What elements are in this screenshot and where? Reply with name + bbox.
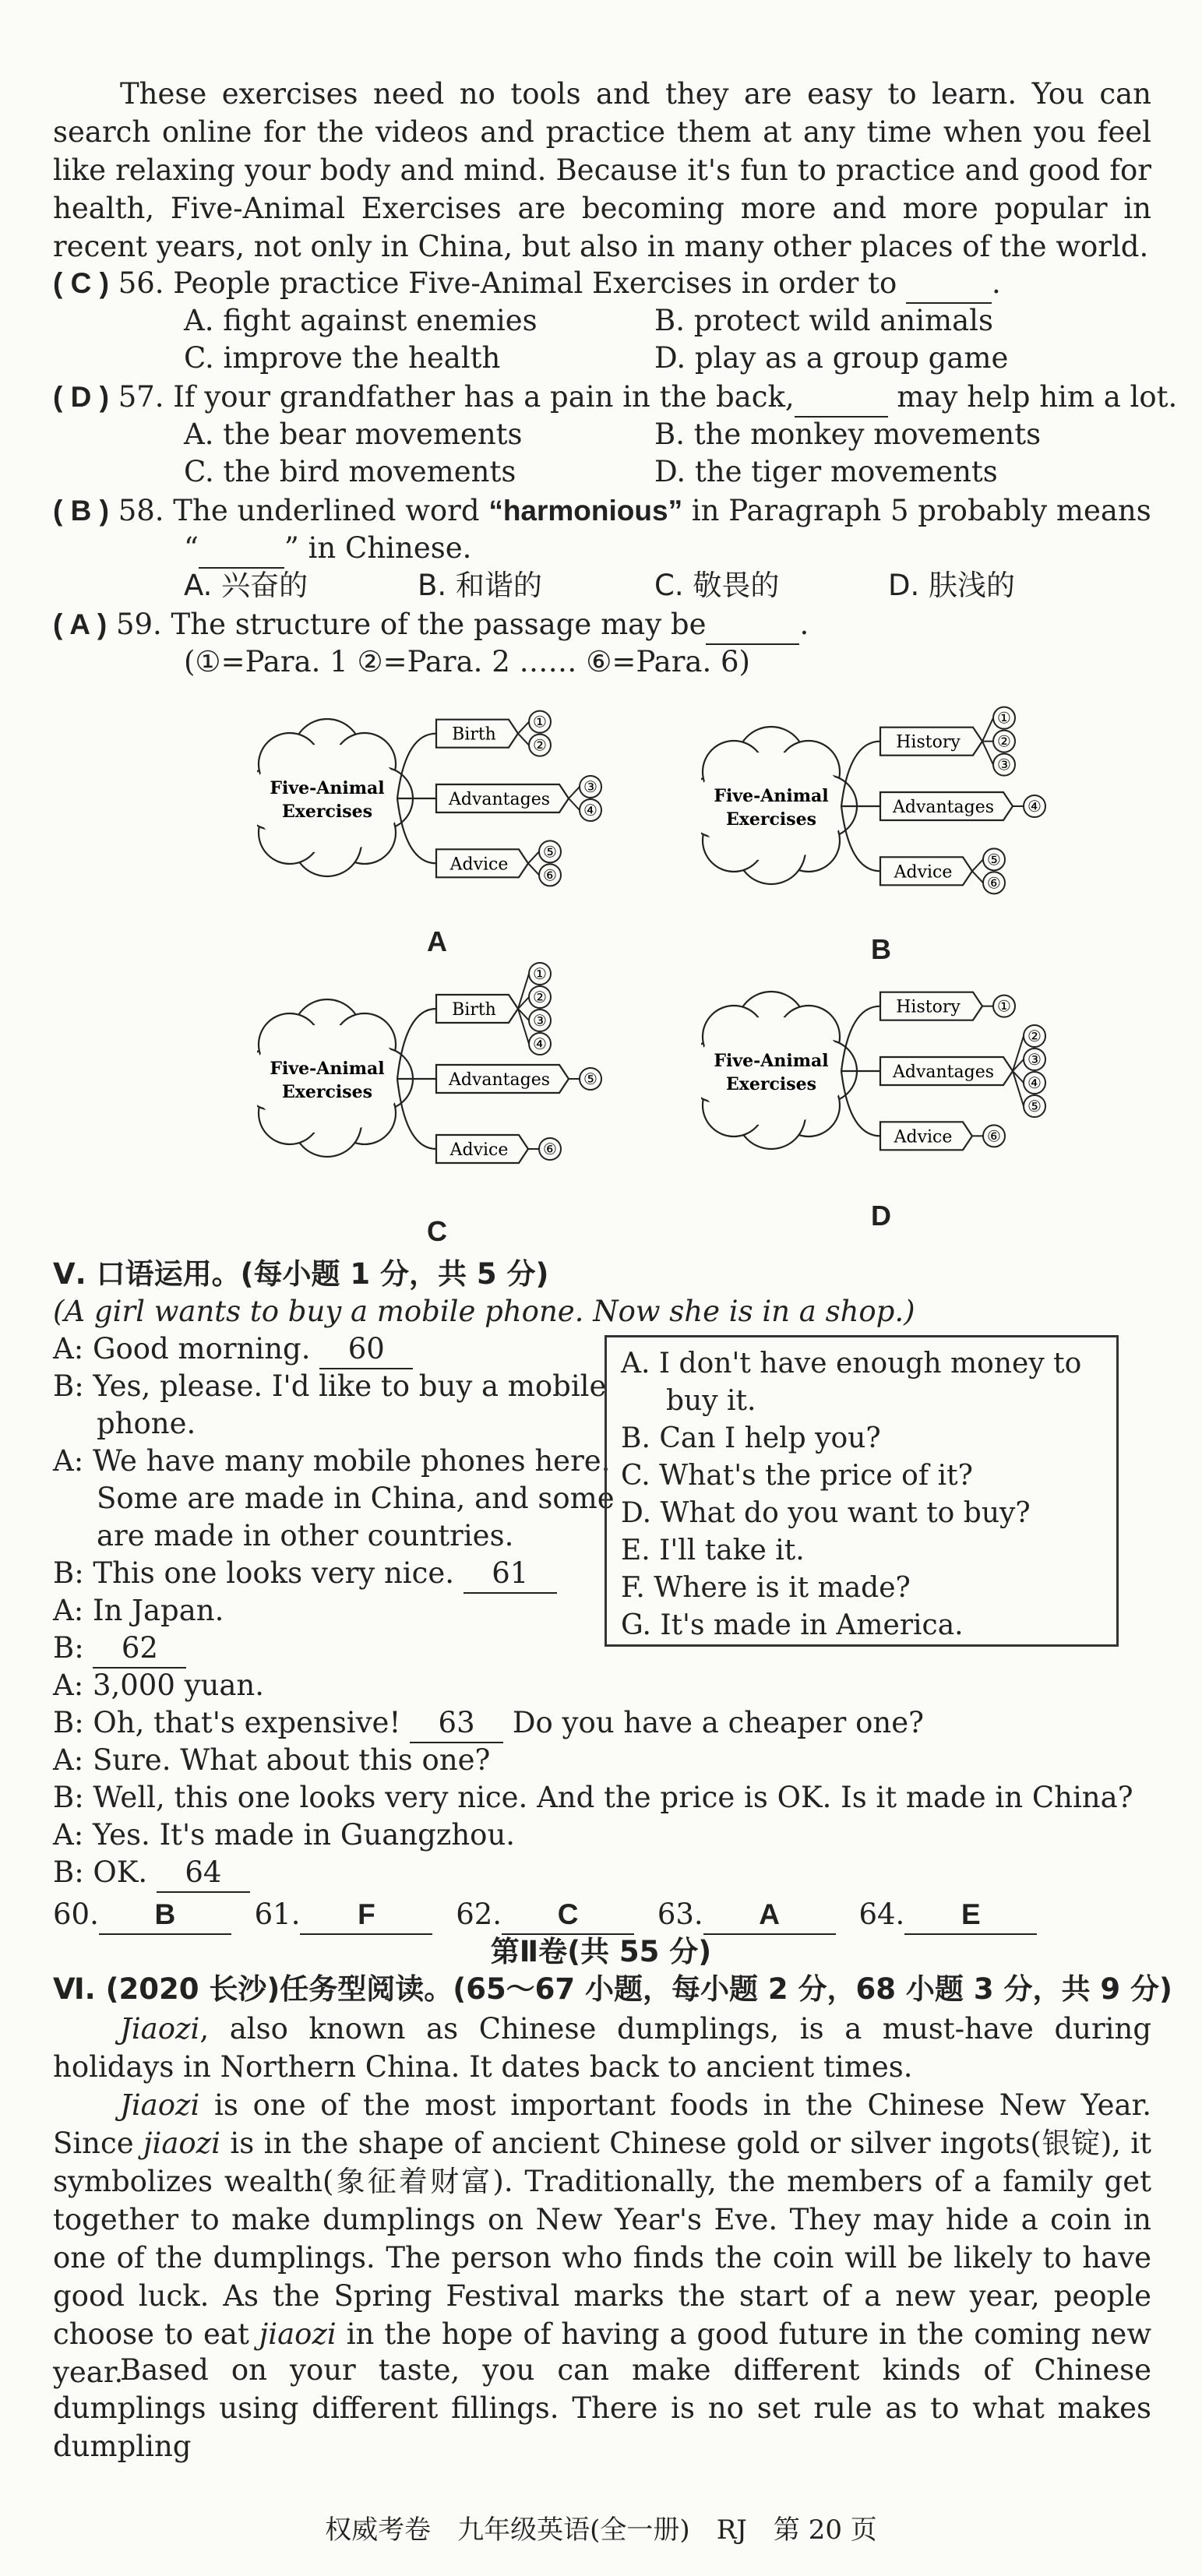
option-56-b: B. protect wild animals bbox=[654, 304, 993, 337]
section-6-paragraph-2 bbox=[53, 2086, 1151, 2391]
question-59 bbox=[53, 606, 809, 645]
number-link bbox=[518, 734, 529, 745]
question-58-stem-pre: 58. The underlined word bbox=[118, 494, 489, 527]
center-label-line-1: Five-Animal bbox=[714, 1051, 829, 1071]
box-option-e: E. I'll take it. bbox=[621, 1535, 805, 1566]
diagram-c bbox=[257, 958, 647, 1200]
dialog-line-6: are made in other countries. bbox=[97, 1519, 514, 1552]
number-label: ② bbox=[533, 988, 547, 1006]
dialog-text: B: This one looks very nice. bbox=[53, 1556, 455, 1590]
branch-label: Advantages bbox=[448, 790, 551, 809]
answer-64: E bbox=[904, 1896, 1037, 1935]
question-57-end: may help him a lot. bbox=[897, 380, 1178, 414]
number-label: ② bbox=[997, 731, 1011, 751]
section-6-paragraph-1 bbox=[53, 2010, 1151, 2086]
question-58-stem-post: in Paragraph 5 probably means bbox=[682, 494, 1151, 527]
dialog-text: A: Good morning. bbox=[53, 1332, 311, 1366]
number-label: ⑥ bbox=[543, 865, 557, 885]
section-5-title: Ⅴ. 口语运用。(每小题 1 分，共 5 分) bbox=[53, 1257, 549, 1291]
branch-label: Birth bbox=[452, 1000, 496, 1020]
number-link bbox=[518, 722, 529, 734]
answer-63: A bbox=[703, 1896, 836, 1935]
answer-num: 61. bbox=[254, 1898, 301, 1931]
number-label: ⑤ bbox=[543, 842, 557, 862]
answer-61: F bbox=[300, 1896, 432, 1935]
number-label: ④ bbox=[1028, 797, 1042, 816]
branch-label: Advice bbox=[449, 1140, 509, 1160]
question-57-stem: 57. If your grandfather has a pain in the back, bbox=[118, 380, 795, 414]
number-label: ③ bbox=[533, 1011, 547, 1030]
option-56-a: A. fight against enemies bbox=[184, 304, 538, 337]
dialog-line-1 bbox=[53, 1330, 413, 1369]
dialog-text: B: bbox=[53, 1631, 84, 1665]
option-57-c: C. the bird movements bbox=[184, 455, 516, 488]
number-label: ⑥ bbox=[987, 1126, 1001, 1146]
question-59-note: (①=Para. 1 ②=Para. 2 …… ⑥=Para. 6) bbox=[184, 645, 750, 678]
cloud-fill bbox=[701, 1017, 846, 1126]
branch-label: Advice bbox=[894, 1127, 953, 1147]
dialog-line-11 bbox=[53, 1704, 924, 1743]
dialog-line-10: A: 3,000 yuan. bbox=[53, 1669, 265, 1702]
number-link bbox=[982, 718, 993, 742]
option-58-d: D. 肤浅的 bbox=[888, 569, 1016, 602]
box-option-d: D. What do you want to buy? bbox=[621, 1497, 1031, 1529]
number-label: ③ bbox=[583, 777, 597, 796]
question-59-end: . bbox=[799, 608, 809, 641]
number-label: ③ bbox=[1028, 1050, 1042, 1069]
cloud-fill bbox=[257, 1024, 402, 1133]
paragraph-text: in the hope of having a good future in the coming new year. bbox=[53, 2317, 1152, 2389]
branch-label: History bbox=[896, 997, 961, 1017]
number-label: ① bbox=[997, 708, 1011, 728]
number-label: ① bbox=[533, 964, 547, 983]
paragraph-text: , also known as Chinese dumplings, is a must-have during holidays in Northern China. It dates back to ancient times. bbox=[53, 2012, 1151, 2084]
answer-60: B bbox=[99, 1896, 231, 1935]
blank-62: 62 bbox=[93, 1630, 186, 1669]
dialog-line-5: Some are made in China, and some bbox=[97, 1482, 615, 1515]
center-label-line-1: Five-Animal bbox=[270, 778, 385, 798]
number-label: ③ bbox=[997, 755, 1011, 774]
answer-57: ( D ) bbox=[53, 381, 109, 413]
jiaozi-term: jiaozi bbox=[259, 2317, 337, 2351]
diagram-c-label: C bbox=[427, 1215, 447, 1247]
option-57-d: D. the tiger movements bbox=[654, 455, 998, 488]
blank-60: 60 bbox=[319, 1330, 413, 1369]
question-59-stem: 59. The structure of the passage may be bbox=[115, 608, 707, 641]
question-58-end: ” in Chinese. bbox=[284, 531, 472, 565]
cloud-fill bbox=[701, 752, 846, 861]
answer-59: ( A ) bbox=[53, 608, 108, 640]
diagram-b bbox=[701, 693, 1091, 919]
answer-58: ( B ) bbox=[53, 495, 109, 527]
mind-map-svg bbox=[701, 693, 1091, 919]
answers-row bbox=[53, 1896, 1037, 1935]
keyword-harmonious: “harmonious” bbox=[488, 495, 683, 527]
box-option-c: C. What's the price of it? bbox=[621, 1460, 973, 1492]
branch-label: Advice bbox=[894, 862, 953, 883]
dialog-text: B: OK. bbox=[53, 1855, 148, 1889]
mind-map-svg bbox=[701, 958, 1091, 1184]
dialog-text: B: Oh, that's expensive! bbox=[53, 1706, 401, 1739]
diagram-a bbox=[257, 685, 647, 911]
dialog-line-12: A: Sure. What about this one? bbox=[53, 1743, 491, 1777]
question-56 bbox=[53, 265, 1001, 304]
center-label-line-1: Five-Animal bbox=[714, 786, 829, 806]
dialog-line-15 bbox=[53, 1854, 250, 1893]
box-option-f: F. Where is it made? bbox=[621, 1572, 911, 1604]
blank-57 bbox=[795, 379, 888, 418]
answer-num: 64. bbox=[858, 1898, 905, 1931]
answer-num: 62. bbox=[456, 1898, 502, 1931]
number-label: ④ bbox=[1028, 1073, 1042, 1092]
number-label: ① bbox=[533, 712, 547, 731]
number-link bbox=[972, 859, 983, 871]
intro-paragraph: These exercises need no tools and they are easy to learn. You can search online for the videos and practice them at any time when you feel like relaxing your body and mind. Because it's fun to practice and good for health, Five-Animal Exercises are becoming more and more popular in recent years, not only in China, but also in many other places of the world. bbox=[53, 77, 1151, 263]
mind-map-svg bbox=[257, 685, 647, 911]
option-58-a: A. 兴奋的 bbox=[184, 569, 308, 602]
dialog-line-2: B: Yes, please. I'd like to buy a mobile bbox=[53, 1369, 607, 1403]
box-option-a: A. I don't have enough money to bbox=[621, 1348, 1082, 1380]
paragraph-text: is in the shape of ancient Chinese gold or silver ingots(银锭), it symbolizes wealth(象征着财富). Traditionally, the members of a family get together to make dumplings on New Year's Eve. They may hide a coin in one of the dumplings. The person who finds the coin will be likely to have good luck. As the Spring Festival marks the start of a new year, people choose to eat bbox=[53, 2127, 1151, 2351]
branch-label: Birth bbox=[452, 724, 496, 745]
mind-map-svg bbox=[257, 958, 647, 1200]
option-56-c: C. improve the health bbox=[184, 341, 501, 375]
number-link bbox=[528, 863, 539, 875]
number-label: ② bbox=[533, 735, 547, 755]
open-quote: “ bbox=[184, 531, 199, 565]
number-label: ⑤ bbox=[583, 1070, 597, 1088]
number-label: ⑤ bbox=[987, 850, 1001, 869]
option-57-b: B. the monkey movements bbox=[654, 418, 1042, 451]
center-label-line-2: Exercises bbox=[282, 802, 372, 822]
number-label: ② bbox=[1028, 1027, 1042, 1045]
cloud-fill bbox=[257, 744, 402, 853]
center-label-line-2: Exercises bbox=[282, 1082, 372, 1102]
number-label: ④ bbox=[583, 801, 597, 819]
branch-label: Advantages bbox=[892, 798, 995, 817]
number-link bbox=[569, 798, 580, 810]
question-58-line2 bbox=[184, 530, 471, 569]
option-56-d: D. play as a group game bbox=[654, 341, 1009, 375]
number-label: ⑤ bbox=[1028, 1097, 1042, 1115]
options-box bbox=[605, 1335, 1119, 1647]
part-2-title: 第Ⅱ卷(共 55 分) bbox=[490, 1935, 712, 1968]
number-link bbox=[982, 742, 993, 765]
blank-63: 63 bbox=[410, 1704, 503, 1743]
dialog-line-4: A: We have many mobile phones here. bbox=[53, 1444, 611, 1478]
answer-num: 63. bbox=[657, 1898, 703, 1931]
branch-label: Advantages bbox=[892, 1062, 995, 1082]
dialog-line-9 bbox=[53, 1630, 186, 1669]
blank-64: 64 bbox=[157, 1854, 250, 1893]
dialog-line-7 bbox=[53, 1555, 557, 1594]
answer-num: 60. bbox=[53, 1898, 99, 1931]
branch-label: Advantages bbox=[448, 1070, 551, 1090]
paragraph-text: is one of the most important foods in the Chinese New Year. Since bbox=[53, 2088, 1151, 2160]
section-5-scene: (A girl wants to buy a mobile phone. Now she is in a shop.) bbox=[53, 1295, 915, 1328]
box-option-b: B. Can I help you? bbox=[621, 1422, 881, 1454]
jiaozi-term: Jiaozi bbox=[120, 2088, 200, 2122]
question-58 bbox=[53, 492, 1151, 530]
number-link bbox=[528, 851, 539, 863]
number-link bbox=[972, 871, 983, 883]
dialog-line-3: phone. bbox=[97, 1407, 196, 1440]
blank-61: 61 bbox=[464, 1555, 557, 1594]
number-label: ④ bbox=[533, 1034, 547, 1053]
number-label: ⑥ bbox=[543, 1140, 557, 1158]
dialog-line-8: A: In Japan. bbox=[53, 1594, 224, 1627]
section-6-title: Ⅵ. (2020 长沙)任务型阅读。(65～67 小题，每小题 2 分，68 小题 3 分，共 9 分) bbox=[53, 1972, 1172, 2006]
blank-59 bbox=[706, 606, 799, 645]
dialog-text: Do you have a cheaper one? bbox=[512, 1706, 924, 1739]
answer-56: ( C ) bbox=[53, 267, 109, 299]
center-label-line-1: Five-Animal bbox=[270, 1059, 385, 1079]
jiaozi-term: jiaozi bbox=[143, 2127, 220, 2160]
diagram-a-label: A bbox=[427, 925, 447, 957]
blank-56 bbox=[906, 265, 992, 304]
center-label-line-2: Exercises bbox=[726, 809, 816, 830]
center-label-line-2: Exercises bbox=[726, 1074, 816, 1094]
diagram-b-label: B bbox=[871, 933, 891, 965]
dialog-line-13: B: Well, this one looks very nice. And the price is OK. Is it made in China? bbox=[53, 1781, 1133, 1814]
diagram-d bbox=[701, 958, 1091, 1184]
option-58-b: B. 和谐的 bbox=[418, 569, 542, 602]
option-58-c: C. 敬畏的 bbox=[654, 569, 780, 602]
number-label: ① bbox=[997, 996, 1011, 1016]
question-56-stem: 56. People practice Five-Animal Exercises in order to bbox=[118, 266, 897, 300]
option-57-a: A. the bear movements bbox=[184, 418, 523, 451]
section-6-paragraph-3: Based on your taste, you can make different kinds of Chinese dumplings using different fillings. There is no set rule as to what makes dumpling bbox=[53, 2353, 1151, 2463]
page-footer: 权威考卷 九年级英语(全一册) RJ 第 20 页 bbox=[325, 2514, 877, 2546]
answer-62: C bbox=[502, 1896, 634, 1935]
question-57 bbox=[53, 379, 1177, 418]
branch-label: Advice bbox=[449, 855, 509, 875]
dialog-line-14: A: Yes. It's made in Guangzhou. bbox=[53, 1818, 516, 1852]
box-option-a-cont: buy it. bbox=[666, 1385, 756, 1417]
box-option-g: G. It's made in America. bbox=[621, 1609, 964, 1641]
question-56-end: . bbox=[992, 266, 1001, 300]
jiaozi-term: Jiaozi bbox=[120, 2012, 200, 2046]
number-label: ⑥ bbox=[987, 873, 1001, 893]
diagram-d-label: D bbox=[871, 1200, 891, 1232]
blank-58 bbox=[199, 530, 284, 569]
number-link bbox=[569, 787, 580, 798]
branch-label: History bbox=[896, 732, 961, 752]
